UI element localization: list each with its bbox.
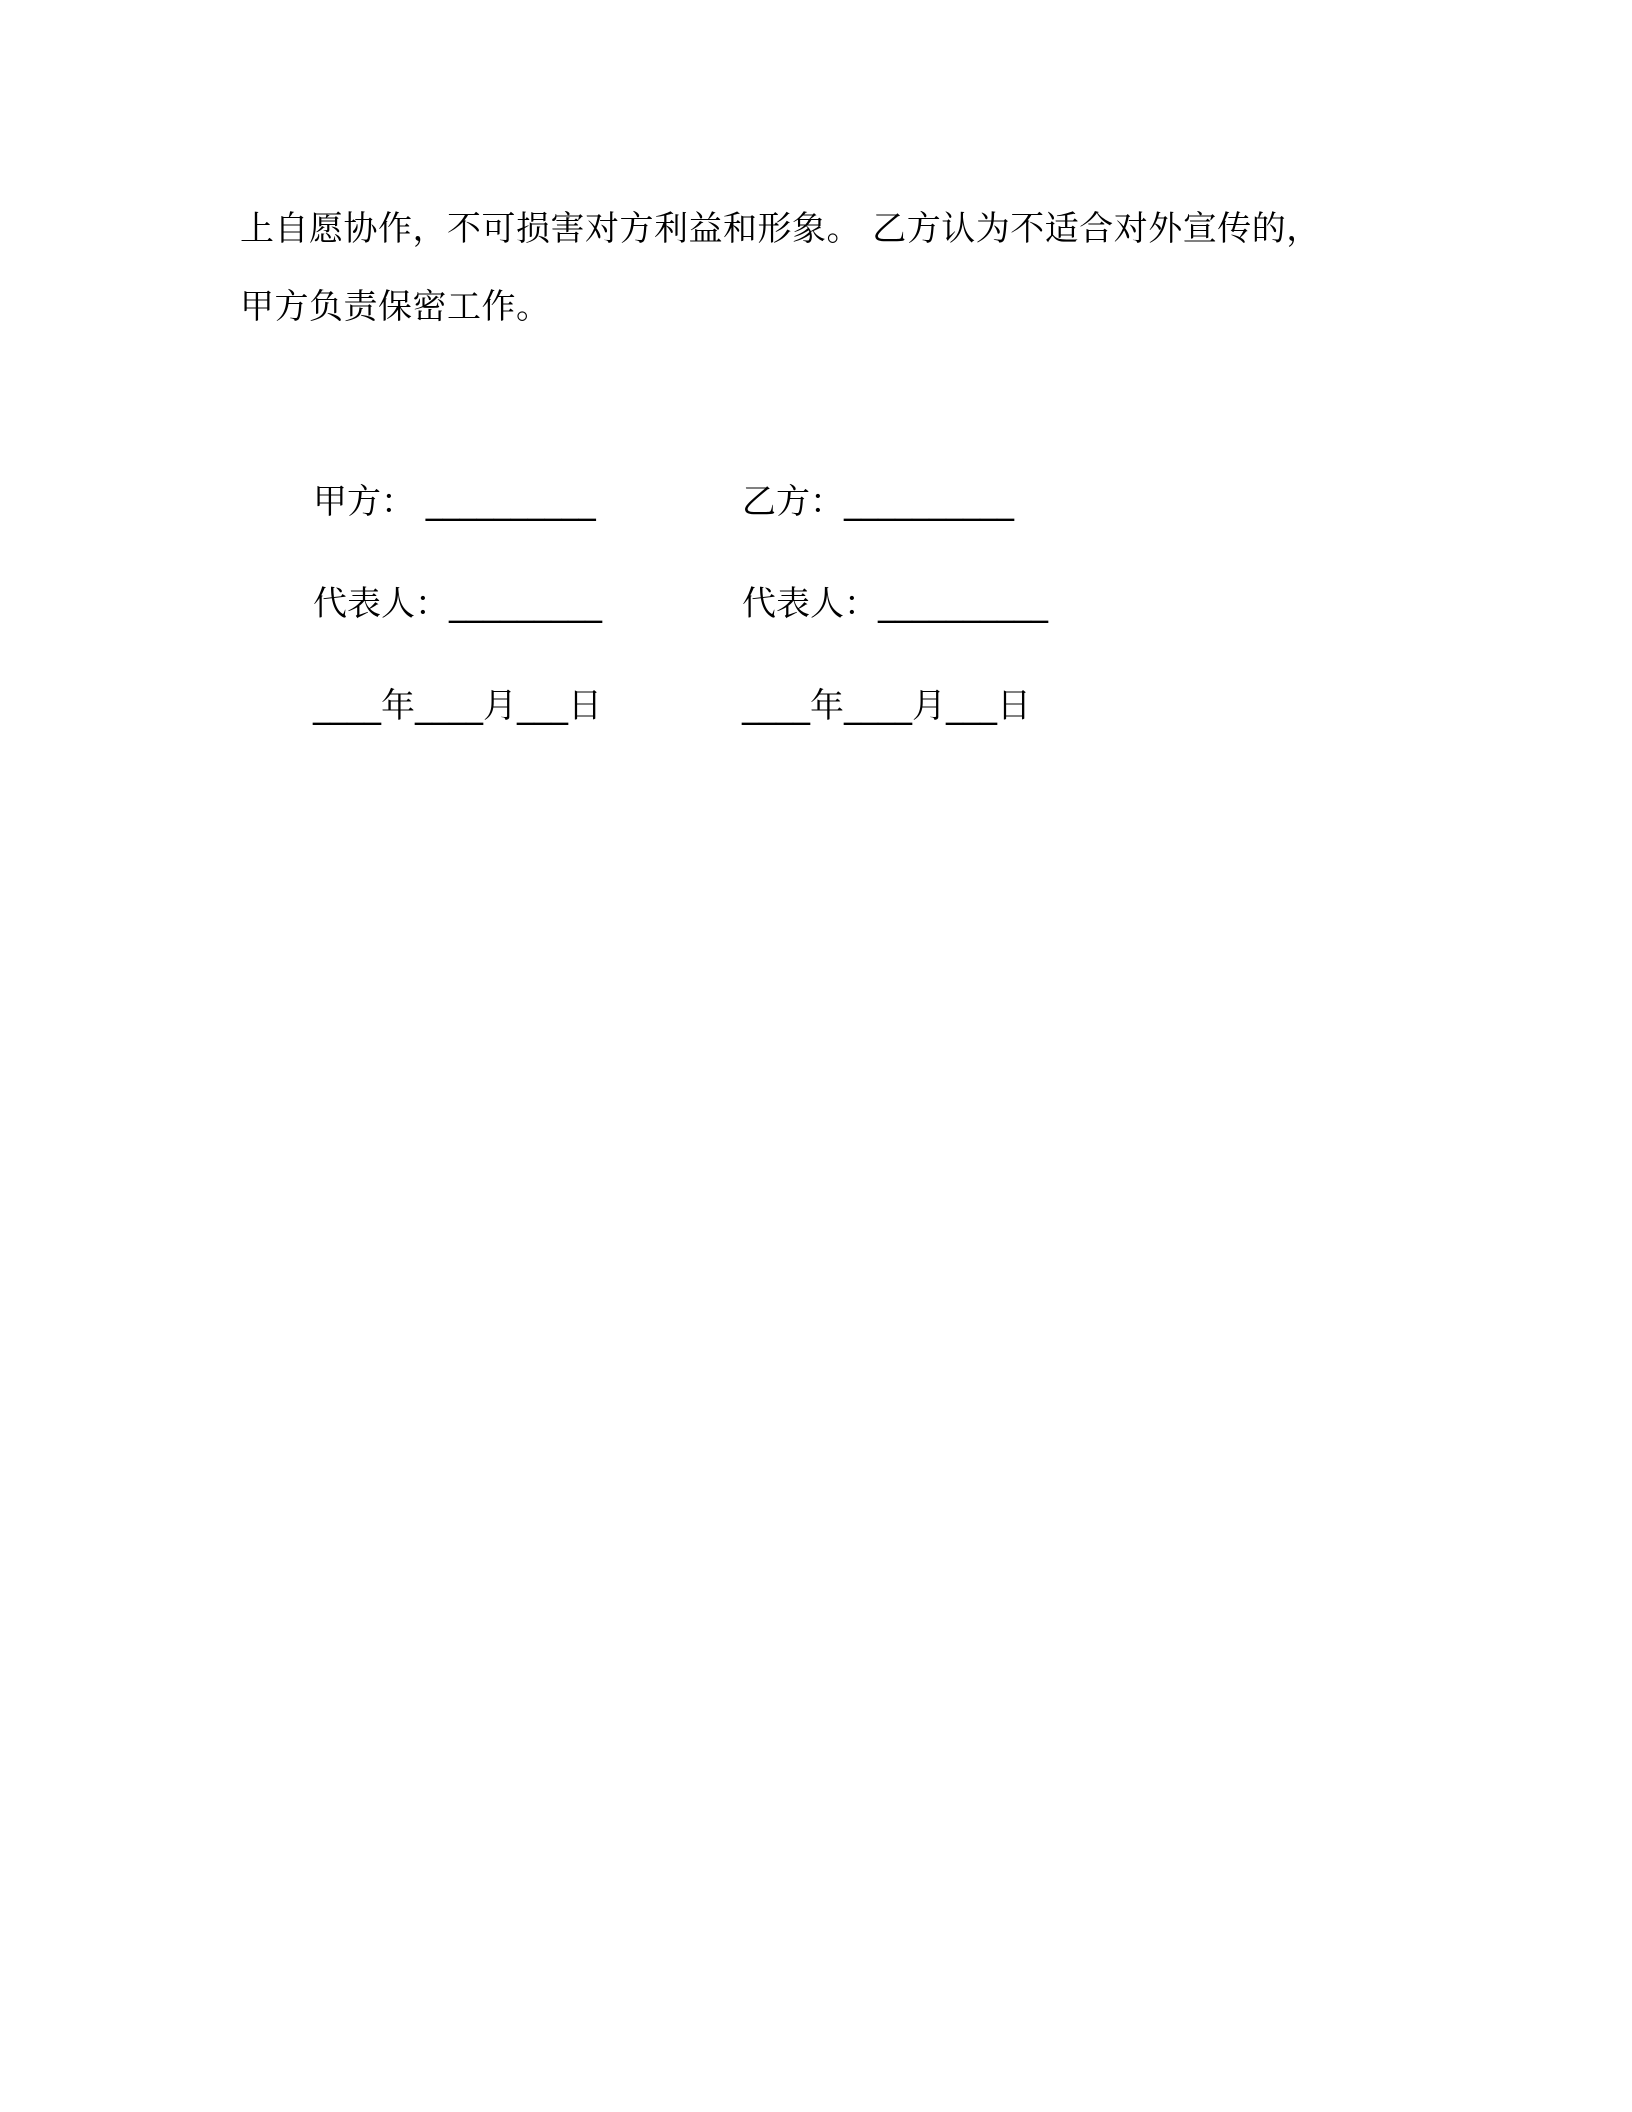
party-b-field: 乙方：__________ (742, 482, 1014, 522)
body-paragraph (240, 190, 1400, 346)
party-a-date-field: ____年____月___日 (313, 686, 602, 726)
party-a-representative-field: 代表人：_________ (313, 584, 602, 624)
paragraph-line-2: 甲方负责保密工作。 (240, 287, 551, 327)
party-b-representative-field: 代表人：__________ (742, 584, 1048, 624)
paragraph-line-1: 上自愿协作，不可损害对方利益和形象。 乙方认为不适合对外宣传的， (240, 209, 1321, 249)
party-a-field: 甲方： __________ (313, 482, 596, 522)
party-b-date-field: ____年____月___日 (742, 686, 1031, 726)
